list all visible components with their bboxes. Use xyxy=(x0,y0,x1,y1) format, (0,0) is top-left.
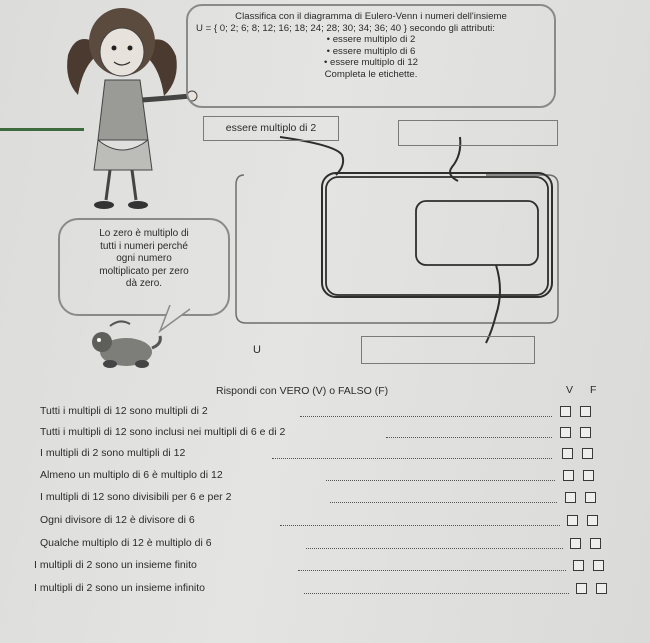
accent-rule xyxy=(0,128,84,131)
true-checkbox[interactable] xyxy=(560,406,571,417)
instructions-line-1: Classifica con il diagramma di Eulero-Venn i numeri dell'insieme xyxy=(235,11,507,22)
true-checkbox[interactable] xyxy=(570,538,581,549)
thought-bubble xyxy=(58,218,230,316)
true-checkbox[interactable] xyxy=(573,560,584,571)
thought-line: Lo zero è multiplo di xyxy=(99,228,189,239)
answer-leader-line xyxy=(298,570,566,571)
false-checkbox[interactable] xyxy=(587,515,598,526)
true-checkbox[interactable] xyxy=(560,427,571,438)
universe-set-definition: U = { 0; 2; 6; 8; 12; 16; 18; 24; 28; 30; 34; 36; 40 } secondo gli attributi: xyxy=(196,22,495,34)
quiz-statement: I multipli di 2 sono un insieme infinito xyxy=(34,582,206,594)
false-checkbox[interactable] xyxy=(580,427,591,438)
universe-label: U xyxy=(253,344,261,356)
thought-line: moltiplicato per zero xyxy=(99,265,189,277)
set-multiples-of-6 xyxy=(326,177,548,295)
attribute-item: • essere multiplo di 6 xyxy=(188,46,554,58)
true-checkbox[interactable] xyxy=(576,583,587,594)
false-checkbox[interactable] xyxy=(580,406,591,417)
instructions-bubble xyxy=(186,4,556,108)
cartoon-girl-illustration xyxy=(60,0,200,220)
answer-leader-line xyxy=(386,437,552,438)
true-checkbox[interactable] xyxy=(563,470,574,481)
quiz-statement: Tutti i multipli di 12 sono multipli di 2 xyxy=(40,405,208,417)
quiz-statement: Almeno un multiplo di 6 è multiplo di 12 xyxy=(40,469,223,481)
euler-venn-diagram xyxy=(196,115,566,365)
attribute-item: • essere multiplo di 12 xyxy=(188,57,554,69)
true-checkbox[interactable] xyxy=(562,448,573,459)
false-column-header: F xyxy=(590,384,597,396)
true-column-header: V xyxy=(566,384,574,396)
label-box-empty[interactable] xyxy=(361,336,535,364)
false-checkbox[interactable] xyxy=(593,560,604,571)
answer-leader-line xyxy=(306,548,563,549)
connector-line xyxy=(486,265,500,343)
answer-leader-line xyxy=(272,458,552,459)
thought-line: dà zero. xyxy=(125,278,163,289)
quiz-statement: I multipli di 12 sono divisibili per 6 e per 2 xyxy=(40,491,232,503)
answer-leader-line xyxy=(300,416,552,417)
thought-line: tutti i numeri perché xyxy=(100,240,188,252)
true-checkbox[interactable] xyxy=(565,492,576,503)
answer-leader-line xyxy=(280,525,560,526)
quiz-statement: I multipli di 2 sono un insieme finito xyxy=(34,559,197,571)
connector-line xyxy=(280,137,343,175)
quiz-statement: Tutti i multipli di 12 sono inclusi nei multipli di 6 e di 2 xyxy=(40,426,286,438)
answer-leader-line xyxy=(330,502,557,503)
answer-leader-line xyxy=(326,480,555,481)
thought-line: ogni numero xyxy=(116,253,172,264)
true-checkbox[interactable] xyxy=(567,515,578,526)
answer-leader-line xyxy=(304,593,569,594)
cartoon-animal-illustration xyxy=(86,318,166,374)
quiz-title: Rispondi con VERO (V) o FALSO (F) xyxy=(216,385,389,397)
false-checkbox[interactable] xyxy=(585,492,596,503)
false-checkbox[interactable] xyxy=(596,583,607,594)
false-checkbox[interactable] xyxy=(583,470,594,481)
attribute-item: • essere multiplo di 2 xyxy=(188,34,554,46)
label-box-given: essere multiplo di 2 xyxy=(203,116,339,141)
quiz-statement: I multipli di 2 sono multipli di 12 xyxy=(40,447,186,459)
set-multiples-of-2 xyxy=(322,173,552,297)
quiz-statement: Ogni divisore di 12 è divisore di 6 xyxy=(40,514,195,526)
set-u-outline xyxy=(236,175,558,323)
instructions-line-3: Completa le etichette. xyxy=(324,68,418,80)
false-checkbox[interactable] xyxy=(582,448,593,459)
false-checkbox[interactable] xyxy=(590,538,601,549)
label-box-empty[interactable] xyxy=(398,120,558,146)
quiz-statement: Qualche multiplo di 12 è multiplo di 6 xyxy=(40,537,212,549)
set-multiples-of-12 xyxy=(416,201,538,265)
